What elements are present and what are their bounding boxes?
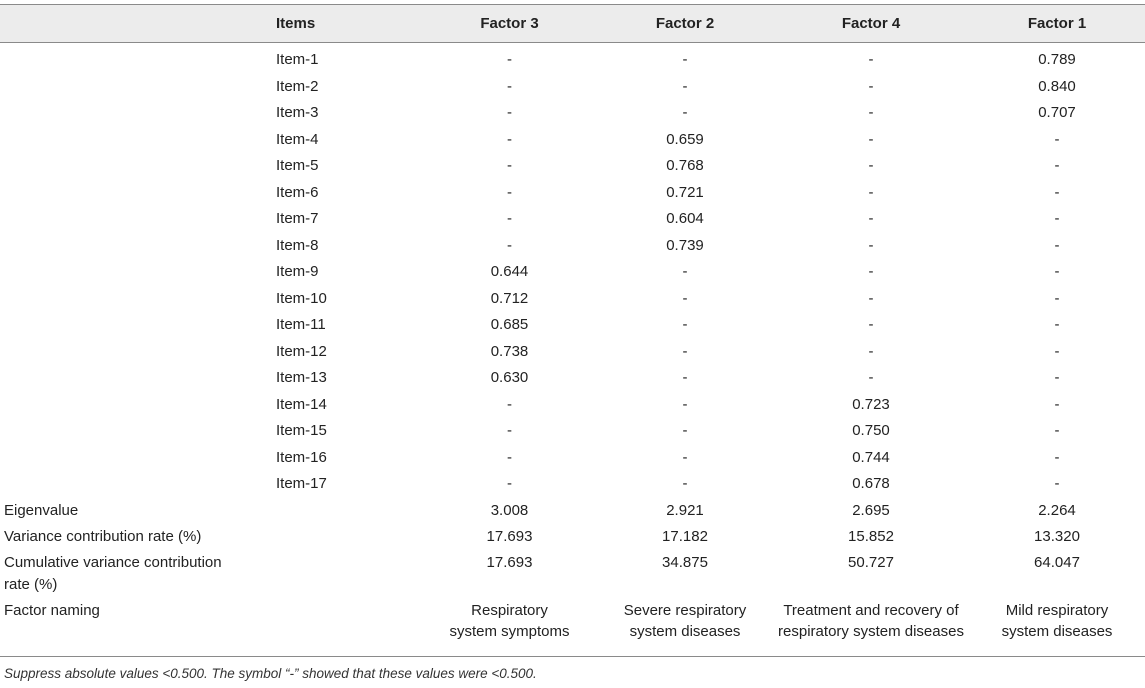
blank-cell xyxy=(0,312,272,339)
table-footnote: Suppress absolute values <0.500. The symbol “-” showed that these values were <0.500. xyxy=(4,666,537,681)
value-cell: 50.727 xyxy=(848,553,894,571)
item-rows xyxy=(0,43,1145,498)
item-label: Item-7 xyxy=(276,210,319,227)
item-label: Item-15 xyxy=(276,422,327,439)
table-row xyxy=(0,180,1145,207)
table-row xyxy=(0,259,1145,286)
blank-cell xyxy=(0,74,272,101)
factor-naming-row xyxy=(0,600,1145,657)
value-cell: 2.695 xyxy=(852,501,890,519)
loading-cell: - xyxy=(682,104,688,121)
loading-cell: - xyxy=(1054,236,1060,254)
value-cell: 64.047 xyxy=(1034,553,1080,571)
table-row xyxy=(0,233,1145,260)
table-row xyxy=(0,286,1145,313)
loading-cell: 0.768 xyxy=(666,157,704,174)
name-line: system diseases xyxy=(1001,622,1113,640)
header-items: Items xyxy=(272,5,422,43)
row-label: Variance contribution rate (%) xyxy=(4,527,202,545)
item-label: Item-13 xyxy=(276,369,327,386)
value-cell: 2.921 xyxy=(666,501,704,519)
table-row xyxy=(0,43,1145,74)
header-row xyxy=(0,5,1145,43)
loading-cell: - xyxy=(868,51,874,68)
loading-cell: - xyxy=(507,51,512,68)
item-label: Item-1 xyxy=(276,51,319,68)
table-row xyxy=(0,418,1145,445)
value-cell: 13.320 xyxy=(1034,527,1080,545)
blank-cell xyxy=(272,600,422,657)
loading-cell: - xyxy=(682,448,688,466)
loading-cell: - xyxy=(868,263,874,280)
name-line: Respiratory xyxy=(471,601,548,619)
loading-cell: - xyxy=(868,77,874,95)
loading-cell: - xyxy=(1054,183,1060,201)
header-factor-3: Factor 3 xyxy=(422,5,597,43)
header-blank xyxy=(0,5,272,43)
factor-name-cell xyxy=(773,600,969,657)
value-cell: 2.264 xyxy=(1038,501,1076,519)
value-cell: 34.875 xyxy=(662,553,708,571)
blank-cell xyxy=(0,153,272,180)
item-label: Item-11 xyxy=(276,316,326,333)
value-cell: 15.852 xyxy=(848,527,894,545)
row-label: Eigenvalue xyxy=(4,501,79,519)
loading-cell: - xyxy=(682,77,688,95)
variance-row xyxy=(0,526,1145,552)
item-label: Item-4 xyxy=(276,130,319,148)
blank-cell xyxy=(0,365,272,392)
loading-cell: 0.721 xyxy=(666,183,704,201)
blank-cell xyxy=(0,233,272,260)
header-factor-4: Factor 4 xyxy=(773,5,969,43)
loading-cell: - xyxy=(868,236,874,254)
loading-cell: - xyxy=(1054,210,1060,227)
loading-cell: - xyxy=(507,157,512,174)
item-label: Item-14 xyxy=(276,395,327,413)
summary-rows xyxy=(0,498,1145,657)
loading-cell: - xyxy=(868,157,874,174)
blank-cell xyxy=(0,100,272,127)
loading-cell: - xyxy=(868,183,874,201)
loading-cell: - xyxy=(1054,422,1060,439)
loading-cell: 0.723 xyxy=(852,395,890,413)
loading-cell: - xyxy=(682,342,688,360)
loading-cell: - xyxy=(682,263,688,280)
loading-cell: - xyxy=(868,316,874,333)
table-row xyxy=(0,312,1145,339)
name-line: Treatment and recovery of xyxy=(783,601,959,619)
header-factor-1: Factor 1 xyxy=(969,5,1145,43)
row-label: Factor naming xyxy=(0,600,272,657)
loading-cell: - xyxy=(1054,157,1060,174)
blank-cell xyxy=(0,180,272,207)
loading-cell: - xyxy=(868,210,874,227)
name-line: system diseases xyxy=(629,622,741,640)
item-label: Item-2 xyxy=(276,77,319,95)
factor-loading-table xyxy=(0,4,1145,657)
blank-cell xyxy=(0,445,272,472)
item-label: Item-3 xyxy=(276,104,319,121)
loading-cell: - xyxy=(507,236,512,254)
loading-cell: 0.644 xyxy=(490,263,529,280)
loading-cell: - xyxy=(1054,130,1060,148)
header-factor-2: Factor 2 xyxy=(597,5,773,43)
item-label: Item-16 xyxy=(276,448,327,466)
name-line: respiratory system diseases xyxy=(778,622,964,640)
cumulative-variance-row xyxy=(0,552,1145,600)
loading-cell: - xyxy=(1054,263,1060,280)
row-label: Cumulative variance contribution rate (%) xyxy=(4,553,222,593)
loading-cell: - xyxy=(682,51,688,68)
table-row xyxy=(0,127,1145,154)
eigenvalue-row xyxy=(0,498,1145,526)
loading-cell: - xyxy=(682,395,688,413)
blank-cell xyxy=(0,43,272,74)
table-row xyxy=(0,392,1145,419)
loading-cell: - xyxy=(507,130,512,148)
loading-cell: 0.739 xyxy=(666,236,704,254)
table-row xyxy=(0,365,1145,392)
loading-cell: - xyxy=(507,475,512,492)
blank-cell xyxy=(0,286,272,313)
value-cell: 3.008 xyxy=(490,501,529,519)
table-row xyxy=(0,74,1145,101)
loading-cell: - xyxy=(868,369,874,386)
loading-cell: 0.789 xyxy=(1038,51,1076,68)
loading-cell: - xyxy=(507,183,512,201)
loading-cell: - xyxy=(682,475,688,492)
table-row xyxy=(0,153,1145,180)
loading-cell: - xyxy=(507,422,512,439)
blank-cell xyxy=(0,392,272,419)
table-row xyxy=(0,206,1145,233)
item-label: Item-9 xyxy=(276,263,319,280)
blank-cell xyxy=(272,498,422,526)
factor-name-cell xyxy=(597,600,773,657)
value-cell: 17.693 xyxy=(486,527,533,545)
item-label: Item-5 xyxy=(276,157,319,174)
loading-cell: 0.840 xyxy=(1038,77,1076,95)
blank-cell xyxy=(0,471,272,498)
loading-cell: 0.712 xyxy=(490,289,529,307)
name-line: system symptoms xyxy=(449,622,570,640)
blank-cell xyxy=(0,206,272,233)
loading-cell: 0.707 xyxy=(1038,104,1076,121)
loading-cell: 0.659 xyxy=(666,130,704,148)
loading-cell: - xyxy=(507,395,512,413)
value-cell: 17.182 xyxy=(662,527,708,545)
loading-cell: 0.630 xyxy=(490,369,529,386)
blank-cell xyxy=(0,259,272,286)
blank-cell xyxy=(0,339,272,366)
blank-cell xyxy=(272,526,422,552)
loading-cell: - xyxy=(868,104,874,121)
blank-cell xyxy=(272,552,422,600)
loading-cell: - xyxy=(1054,395,1060,413)
value-cell: 17.693 xyxy=(486,553,533,571)
loading-cell: - xyxy=(507,210,512,227)
loading-cell: - xyxy=(507,77,512,95)
loading-cell: - xyxy=(682,369,688,386)
item-label: Item-10 xyxy=(276,289,327,307)
loading-cell: - xyxy=(1054,369,1060,386)
table-row xyxy=(0,445,1145,472)
loading-cell: 0.604 xyxy=(666,210,704,227)
factor-name-cell xyxy=(422,600,597,657)
table-row xyxy=(0,339,1145,366)
loading-cell: - xyxy=(868,130,874,148)
loading-cell: - xyxy=(682,289,688,307)
loading-cell: - xyxy=(507,104,512,121)
loading-cell: - xyxy=(682,422,688,439)
item-label: Item-17 xyxy=(276,475,327,492)
loading-cell: - xyxy=(868,342,874,360)
loading-cell: 0.678 xyxy=(852,475,890,492)
name-line: Mild respiratory xyxy=(1005,601,1109,619)
table-row xyxy=(0,471,1145,498)
blank-cell xyxy=(0,127,272,154)
item-label: Item-12 xyxy=(276,342,327,360)
factor-name-cell xyxy=(969,600,1145,657)
loading-cell: 0.685 xyxy=(490,316,529,333)
loading-cell: - xyxy=(1054,289,1060,307)
loading-cell: - xyxy=(1054,448,1060,466)
loading-cell: 0.744 xyxy=(852,448,890,466)
blank-cell xyxy=(0,418,272,445)
table-row xyxy=(0,100,1145,127)
loading-cell: 0.738 xyxy=(490,342,529,360)
item-label: Item-6 xyxy=(276,183,319,201)
loading-cell: - xyxy=(868,289,874,307)
loading-cell: 0.750 xyxy=(852,422,890,439)
name-line: Severe respiratory xyxy=(623,601,747,619)
loading-cell: - xyxy=(1054,342,1060,360)
loading-cell: - xyxy=(1054,316,1060,333)
loading-cell: - xyxy=(507,448,512,466)
loading-cell: - xyxy=(682,316,688,333)
item-label: Item-8 xyxy=(276,236,319,254)
loading-cell: - xyxy=(1054,475,1060,492)
